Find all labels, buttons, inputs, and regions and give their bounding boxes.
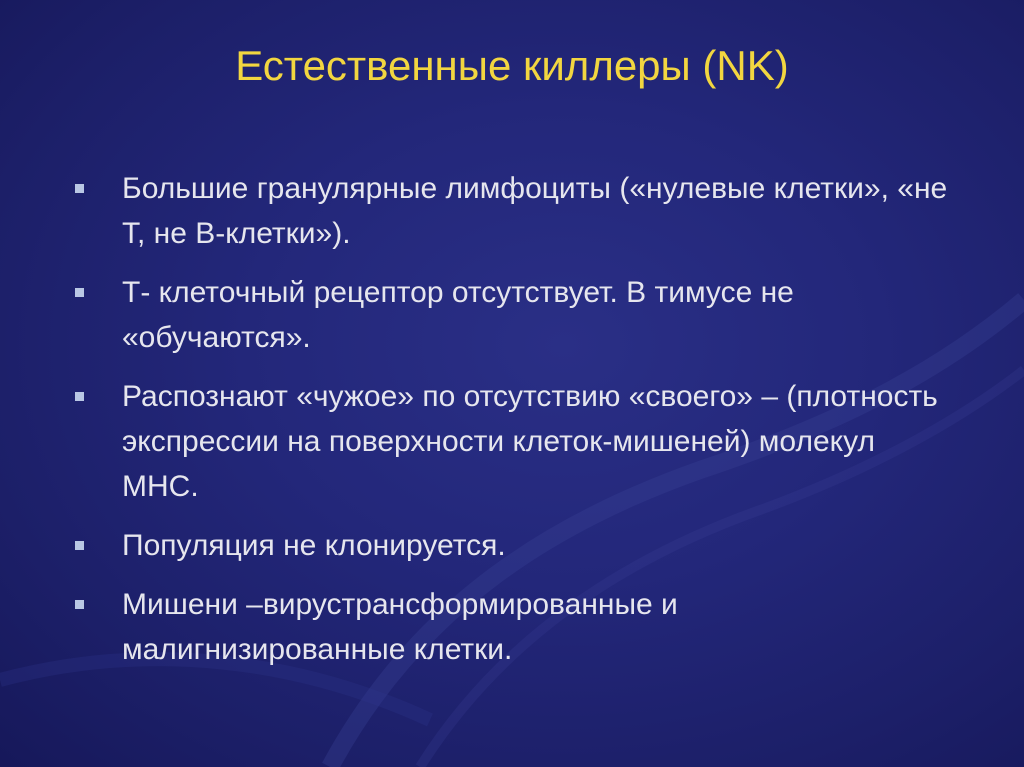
list-item: [70, 523, 950, 568]
slide-title: Естественные киллеры (NK): [235, 42, 789, 89]
bullet-list: [70, 166, 950, 686]
square-bullet-icon: [75, 392, 84, 401]
square-bullet-icon: [75, 184, 84, 193]
bullet-text: Мишени –вирустрансформированные и малигнизированные клетки.: [122, 588, 678, 666]
bullet-text: Т- клеточный рецептор отсутствует. В тимусе не «обучаются».: [122, 276, 794, 354]
bullet-text: Распознают «чужое» по отсутствию «своего» – (плотность экспрессии на поверхности клеток-мишеней) молекул МНС.: [122, 380, 938, 503]
bullet-text: Большие гранулярные лимфоциты («нулевые клетки», «не Т, не В-клетки»).: [122, 172, 948, 250]
list-item: [70, 166, 950, 256]
square-bullet-icon: [75, 600, 84, 609]
square-bullet-icon: [75, 541, 84, 550]
list-item: [70, 582, 950, 672]
list-item: [70, 270, 950, 360]
list-item: [70, 374, 950, 509]
square-bullet-icon: [75, 288, 84, 297]
bullet-text: Популяция не клонируется.: [122, 529, 506, 562]
